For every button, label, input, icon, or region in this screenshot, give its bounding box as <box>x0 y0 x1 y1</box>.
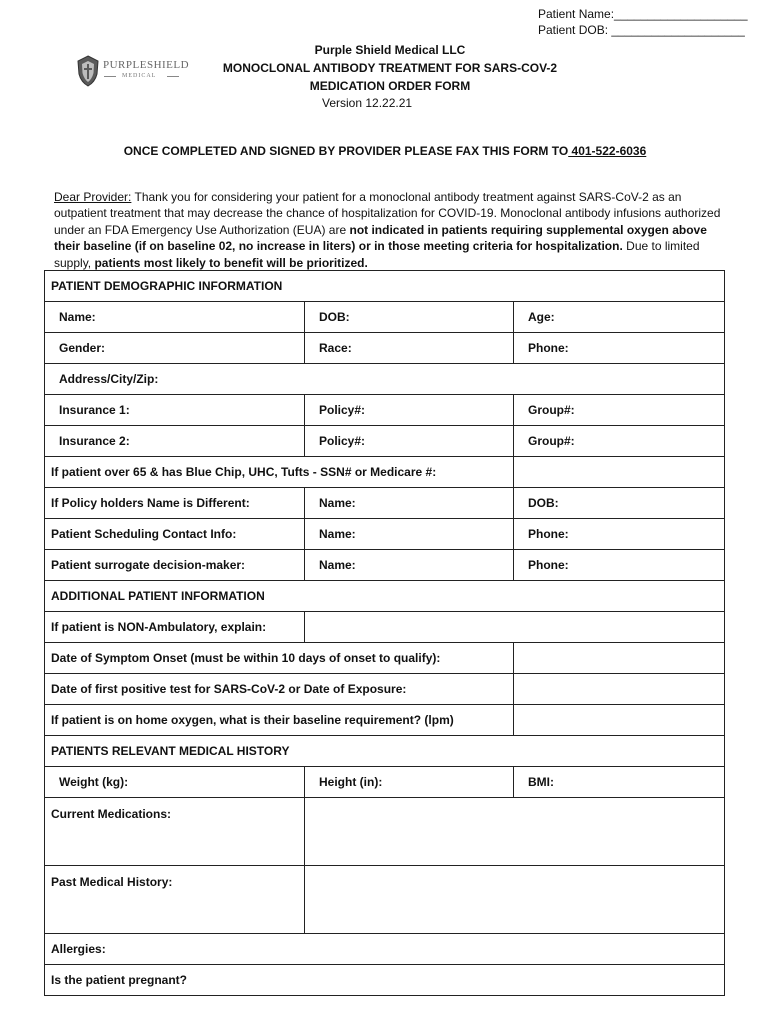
fax-text: ONCE COMPLETED AND SIGNED BY PROVIDER PLEASE FAX THIS FORM TO <box>123 144 569 158</box>
logo-wordmark: PURPLESHIELD <box>103 59 190 71</box>
logo-rule-left <box>104 76 116 77</box>
row-policy-holder <box>45 488 725 519</box>
form-subtitle: MEDICATION ORDER FORM <box>309 79 471 93</box>
logo-subtitle: MEDICAL <box>122 73 157 79</box>
surrogate-label: Patient surrogate decision-maker: <box>45 550 305 581</box>
name-field[interactable]: Name: <box>45 302 305 333</box>
first-test-field[interactable] <box>514 674 725 705</box>
address-field[interactable]: Address/City/Zip: <box>45 364 725 395</box>
fax-instruction <box>40 142 730 160</box>
section-heading-history: PATIENTS RELEVANT MEDICAL HISTORY <box>45 736 725 767</box>
row-past-history <box>45 866 725 934</box>
surrogate-name-field[interactable]: Name: <box>305 550 514 581</box>
row-name <box>45 302 725 333</box>
logo <box>76 52 196 92</box>
scheduling-contact-phone-field[interactable]: Phone: <box>514 519 725 550</box>
policy-2-field[interactable]: Policy#: <box>305 426 514 457</box>
patient-name-line: Patient Name:____________________ <box>538 7 748 21</box>
weight-field[interactable]: Weight (kg): <box>45 767 305 798</box>
section-additional <box>45 581 725 612</box>
row-scheduling-contact <box>45 519 725 550</box>
medications-field[interactable] <box>305 798 725 866</box>
policy-holder-dob-field[interactable]: DOB: <box>514 488 725 519</box>
intro-text-2: Due to limited supply, <box>54 239 700 270</box>
allergies-field[interactable]: Allergies: <box>45 934 725 965</box>
row-insurance-1 <box>45 395 725 426</box>
past-history-label: Past Medical History: <box>45 866 305 934</box>
shield-icon <box>76 55 100 87</box>
dob-field[interactable]: DOB: <box>305 302 514 333</box>
row-surrogate <box>45 550 725 581</box>
insurance-2-field[interactable]: Insurance 2: <box>45 426 305 457</box>
row-symptom-onset <box>45 643 725 674</box>
gender-field[interactable]: Gender: <box>45 333 305 364</box>
non-ambulatory-field[interactable] <box>305 612 725 643</box>
row-insurance-2 <box>45 426 725 457</box>
pregnant-field[interactable]: Is the patient pregnant? <box>45 965 725 996</box>
symptom-onset-field[interactable] <box>514 643 725 674</box>
group-2-field[interactable]: Group#: <box>514 426 725 457</box>
intro-bold-1: not indicated in patients requiring supplemental oxygen above their baseline (if on baseline 02, no increase in liters) or in those meeting criteria for hospitalization. <box>54 222 707 254</box>
policy-holder-label: If Policy holders Name is Different: <box>45 488 305 519</box>
symptom-onset-label: Date of Symptom Onset (must be within 10 days of onset to qualify): <box>45 643 514 674</box>
over-65-field[interactable] <box>514 457 725 488</box>
row-pregnant <box>45 965 725 996</box>
medications-label: Current Medications: <box>45 798 305 866</box>
logo-rule-right <box>167 76 179 77</box>
form-title: MONOCLONAL ANTIBODY TREATMENT FOR SARS-COV-2 <box>222 61 558 75</box>
org-name: Purple Shield Medical LLC <box>314 43 466 57</box>
row-medications <box>45 798 725 866</box>
scheduling-contact-name-field[interactable]: Name: <box>305 519 514 550</box>
first-test-label: Date of first positive test for SARS-CoV-2 or Date of Exposure: <box>45 674 514 705</box>
row-weight <box>45 767 725 798</box>
past-history-field[interactable] <box>305 866 725 934</box>
form-version: Version 12.22.21 <box>322 96 413 110</box>
policy-1-field[interactable]: Policy#: <box>305 395 514 426</box>
scheduling-contact-label: Patient Scheduling Contact Info: <box>45 519 305 550</box>
phone-field[interactable]: Phone: <box>514 333 725 364</box>
home-oxygen-label: If patient is on home oxygen, what is their baseline requirement? (lpm) <box>45 705 514 736</box>
intro-paragraph <box>54 189 730 271</box>
insurance-1-field[interactable]: Insurance 1: <box>45 395 305 426</box>
race-field[interactable]: Race: <box>305 333 514 364</box>
fax-number: 401-522-6036 <box>568 144 647 158</box>
row-gender <box>45 333 725 364</box>
intro-text-1: Thank you for considering your patient for a monoclonal antibody treatment against SARS-CoV-2 as an outpatient treatment that may decrease the chance of hospitalization for COVID-19. Monoclonal antibody infusions authorized under an FDA Emergency Use Authorization (EUA) are <box>54 190 721 237</box>
patient-dob-line: Patient DOB: ____________________ <box>538 23 745 37</box>
age-field[interactable]: Age: <box>514 302 725 333</box>
group-1-field[interactable]: Group#: <box>514 395 725 426</box>
row-first-test <box>45 674 725 705</box>
policy-holder-name-field[interactable]: Name: <box>305 488 514 519</box>
row-address <box>45 364 725 395</box>
section-history <box>45 736 725 767</box>
section-heading-additional: ADDITIONAL PATIENT INFORMATION <box>45 581 725 612</box>
bmi-field[interactable]: BMI: <box>514 767 725 798</box>
height-field[interactable]: Height (in): <box>305 767 514 798</box>
salutation: Dear Provider: <box>54 190 132 204</box>
section-demographic <box>45 271 725 302</box>
home-oxygen-field[interactable] <box>514 705 725 736</box>
row-over-65 <box>45 457 725 488</box>
row-allergies <box>45 934 725 965</box>
surrogate-phone-field[interactable]: Phone: <box>514 550 725 581</box>
non-ambulatory-label: If patient is NON-Ambulatory, explain: <box>45 612 305 643</box>
row-home-oxygen <box>45 705 725 736</box>
over-65-label: If patient over 65 & has Blue Chip, UHC, Tufts - SSN# or Medicare #: <box>45 457 514 488</box>
section-heading-demographic: PATIENT DEMOGRAPHIC INFORMATION <box>45 271 725 302</box>
order-form-table <box>44 270 725 996</box>
row-non-ambulatory <box>45 612 725 643</box>
intro-bold-2: patients most likely to benefit will be prioritized. <box>94 255 368 270</box>
